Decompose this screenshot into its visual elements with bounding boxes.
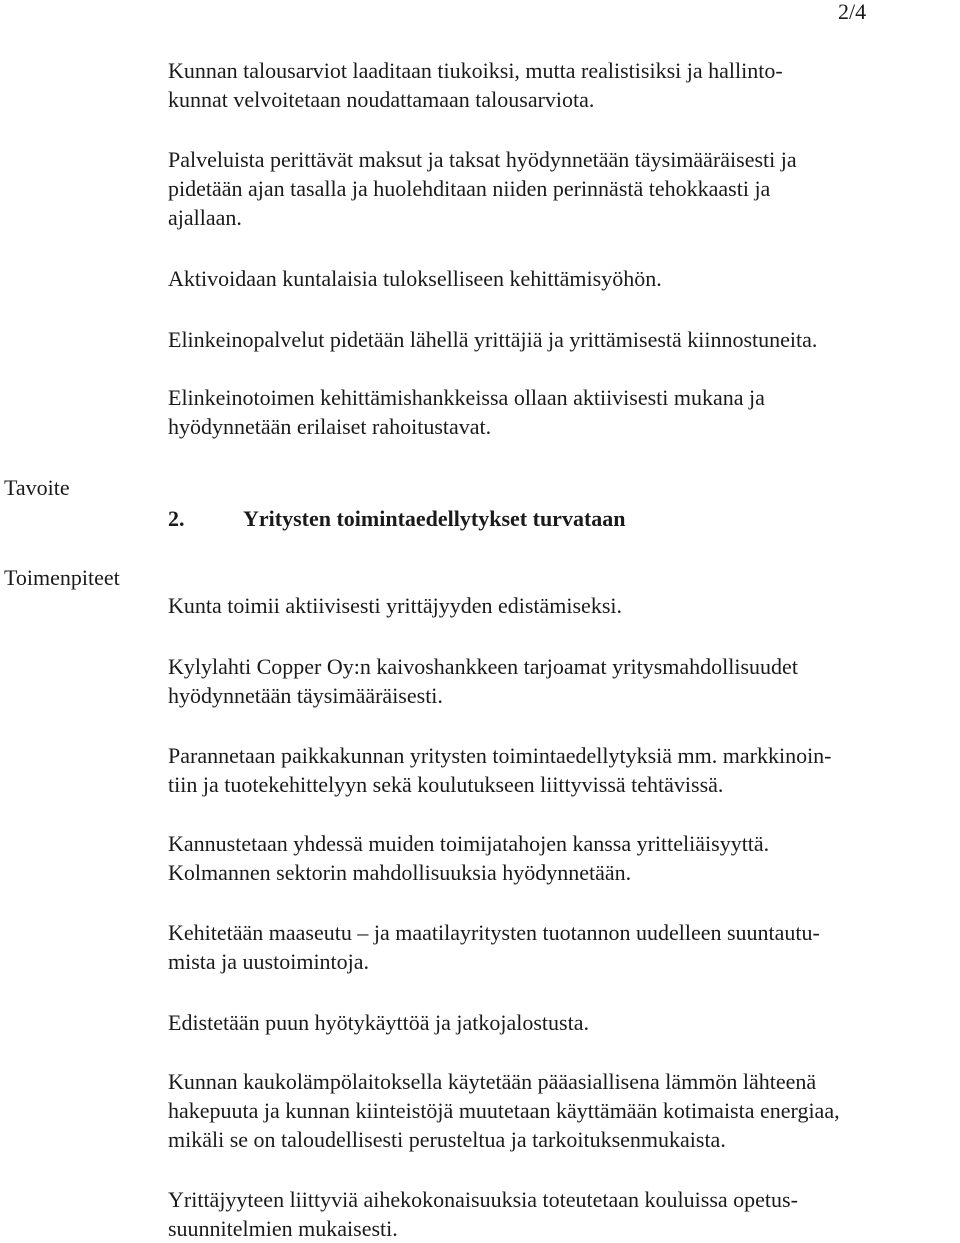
text-line: Kannustetaan yhdessä muiden toimijatahojen kanssa yritteliäisyyttä.: [168, 831, 770, 856]
intro-paragraph-5: [168, 383, 958, 441]
text-line: tiin ja tuotekehittelyyn sekä koulutukseen liittyvissä tehtävissä.: [168, 772, 724, 797]
text-line: ajallaan.: [168, 205, 242, 230]
intro-paragraph-2: [168, 145, 958, 232]
goal-heading: [168, 504, 626, 533]
intro-paragraph-3: [168, 264, 958, 293]
text-line: Elinkeinotoimen kehittämishankkeissa ollaan aktiivisesti mukana ja: [168, 385, 765, 410]
action-paragraph-1: [168, 591, 958, 620]
text-line: Parannetaan paikkakunnan yritysten toimintaedellytyksiä mm. markkinoin-: [168, 743, 832, 768]
action-paragraph-7: [168, 1067, 958, 1154]
text-line: Aktivoidaan kuntalaisia tulokselliseen kehittämisyöhön.: [168, 266, 662, 291]
text-line: Kunnan kaukolämpölaitoksella käytetään pääasiallisena lämmön lähteenä: [168, 1069, 817, 1094]
text-line: Kunta toimii aktiivisesti yrittäjyyden edistämiseksi.: [168, 593, 622, 618]
action-paragraph-3: [168, 741, 958, 799]
text-line: Edistetään puun hyötykäyttöä ja jatkojalostusta.: [168, 1010, 589, 1035]
goal-number: 2.: [168, 506, 185, 531]
intro-paragraph-4: [168, 325, 958, 354]
text-line: Palveluista perittävät maksut ja taksat hyödynnetään täysimääräisesti ja: [168, 147, 797, 172]
text-line: Kolmannen sektorin mahdollisuuksia hyödynnetään.: [168, 860, 632, 885]
text-line: mikäli se on taloudellisesti perusteltua ja tarkoituksenmukaista.: [168, 1127, 726, 1152]
text-line: Kylylahti Copper Oy:n kaivoshankkeen tarjoamat yritysmahdollisuudet: [168, 654, 798, 679]
text-line: pidetään ajan tasalla ja huolehditaan niiden perinnästä tehokkaasti ja: [168, 176, 771, 201]
action-paragraph-8: [168, 1185, 958, 1243]
text-line: Kehitetään maaseutu – ja maatilayritysten tuotannon uudelleen suuntautu-: [168, 920, 820, 945]
text-line: Yrittäjyyteen liittyviä aihekokonaisuuksia toteutetaan kouluissa opetus-: [168, 1187, 798, 1212]
action-paragraph-6: [168, 1008, 958, 1037]
text-line: mista ja uustoimintoja.: [168, 949, 370, 974]
text-line: hakepuuta ja kunnan kiinteistöjä muutetaan käyttämään kotimaista energiaa,: [168, 1098, 840, 1123]
text-line: hyödynnetään erilaiset rahoitustavat.: [168, 414, 492, 439]
action-paragraph-5: [168, 918, 958, 976]
text-line: hyödynnetään täysimääräisesti.: [168, 683, 443, 708]
text-line: suunnitelmien mukaisesti.: [168, 1216, 398, 1241]
goal-title: Yritysten toimintaedellytykset turvataan: [243, 506, 626, 531]
side-label-goal: Tavoite: [4, 475, 70, 500]
side-label-actions: Toimenpiteet: [4, 565, 120, 590]
page-number: 2/4: [838, 0, 867, 24]
action-paragraph-4: [168, 829, 958, 887]
text-line: Kunnan talousarviot laaditaan tiukoiksi, mutta realistisiksi ja hallinto-: [168, 58, 783, 83]
text-line: Elinkeinopalvelut pidetään lähellä yrittäjiä ja yrittämisestä kiinnostuneita.: [168, 327, 818, 352]
text-line: kunnat velvoitetaan noudattamaan talousarviota.: [168, 87, 595, 112]
intro-paragraph-1: [168, 56, 958, 114]
action-paragraph-2: [168, 652, 958, 710]
